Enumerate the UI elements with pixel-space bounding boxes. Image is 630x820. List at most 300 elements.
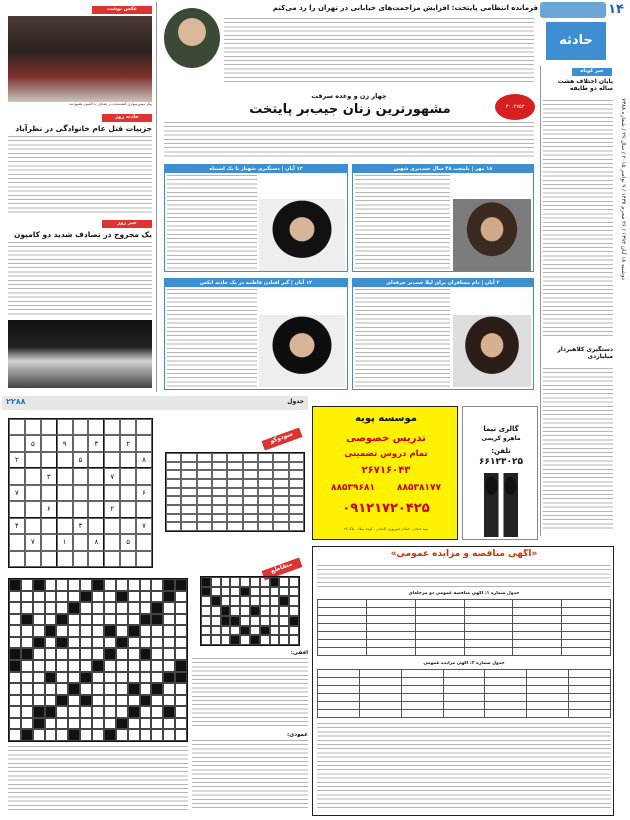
sudoku-cell[interactable] bbox=[57, 452, 73, 468]
sudoku-cell[interactable]: ۱ bbox=[57, 534, 73, 550]
crossword-cell[interactable] bbox=[9, 602, 21, 614]
crossword-cell[interactable] bbox=[128, 695, 140, 707]
sudoku-cell[interactable] bbox=[120, 452, 136, 468]
crossword-cell[interactable] bbox=[230, 616, 240, 626]
crossword-cell[interactable] bbox=[250, 587, 260, 597]
sudoku-cell[interactable]: ۲ bbox=[9, 452, 25, 468]
crossword-cell[interactable] bbox=[104, 591, 116, 603]
crossword-cell[interactable] bbox=[140, 602, 152, 614]
crossword-cell[interactable] bbox=[151, 591, 163, 603]
crossword-cell[interactable] bbox=[270, 635, 280, 645]
crossword-cell[interactable] bbox=[221, 577, 231, 587]
crossword-cell[interactable] bbox=[279, 587, 289, 597]
crossword-cell[interactable] bbox=[33, 729, 45, 741]
crossword-cell[interactable] bbox=[56, 579, 68, 591]
sudoku-grid[interactable] bbox=[8, 418, 153, 568]
crossword-cell[interactable] bbox=[279, 635, 289, 645]
crossword-cell[interactable] bbox=[45, 706, 57, 718]
crossword-cell[interactable] bbox=[151, 683, 163, 695]
crossword-cell[interactable] bbox=[175, 614, 187, 626]
crossword-cell[interactable] bbox=[221, 587, 231, 597]
crossword-cell[interactable] bbox=[260, 587, 270, 597]
crossword-cell[interactable] bbox=[104, 672, 116, 684]
crossword-cell[interactable] bbox=[21, 695, 33, 707]
crossword-cell[interactable] bbox=[45, 660, 57, 672]
crossword-cell[interactable] bbox=[9, 683, 21, 695]
crossword-cell[interactable] bbox=[33, 706, 45, 718]
crossword-cell[interactable] bbox=[163, 602, 175, 614]
sudoku-cell[interactable]: ۶ bbox=[136, 485, 152, 501]
crossword-cell[interactable] bbox=[128, 614, 140, 626]
crossword-cell[interactable] bbox=[175, 602, 187, 614]
crossword-cell[interactable] bbox=[128, 591, 140, 603]
sudoku-cell[interactable]: ۲ bbox=[120, 435, 136, 451]
sudoku-cell[interactable] bbox=[88, 419, 104, 435]
crossword-cell[interactable] bbox=[250, 596, 260, 606]
crossword-cell[interactable] bbox=[80, 648, 92, 660]
sudoku-cell[interactable] bbox=[25, 452, 41, 468]
sudoku-cell[interactable] bbox=[73, 551, 89, 567]
crossword-cell[interactable] bbox=[9, 614, 21, 626]
sudoku-cell[interactable]: ۵ bbox=[120, 534, 136, 550]
crossword-cell[interactable] bbox=[163, 579, 175, 591]
crossword-cell[interactable] bbox=[9, 729, 21, 741]
crossword-cell[interactable] bbox=[289, 596, 299, 606]
crossword-cell[interactable] bbox=[104, 637, 116, 649]
crossword-cell[interactable] bbox=[151, 602, 163, 614]
sudoku-cell[interactable]: ۸ bbox=[88, 534, 104, 550]
crossword-cell[interactable] bbox=[21, 602, 33, 614]
crossword-cell[interactable] bbox=[80, 672, 92, 684]
crossword-cell[interactable] bbox=[279, 626, 289, 636]
crossword-cell[interactable] bbox=[175, 672, 187, 684]
crossword-cell[interactable] bbox=[116, 602, 128, 614]
tutor-ad[interactable] bbox=[312, 406, 458, 540]
crossword-cell[interactable] bbox=[140, 729, 152, 741]
crossword-cell[interactable] bbox=[151, 625, 163, 637]
crossword-cell[interactable] bbox=[211, 577, 221, 587]
arrest-title[interactable]: دستگیری کلاهبردار میلیاردی bbox=[557, 346, 613, 360]
crossword-cell[interactable] bbox=[21, 718, 33, 730]
crossword-cell[interactable] bbox=[92, 683, 104, 695]
crossword-cell[interactable] bbox=[201, 626, 211, 636]
crossword-cell[interactable] bbox=[45, 729, 57, 741]
crossword-cell[interactable] bbox=[230, 587, 240, 597]
crossword-cell[interactable] bbox=[45, 602, 57, 614]
sudoku-cell[interactable] bbox=[88, 485, 104, 501]
crossword-cell[interactable] bbox=[140, 695, 152, 707]
crossword-cell[interactable] bbox=[56, 625, 68, 637]
crossword-cell[interactable] bbox=[80, 683, 92, 695]
crossword-cell[interactable] bbox=[21, 637, 33, 649]
crossword-cell[interactable] bbox=[104, 729, 116, 741]
crossword-cell[interactable] bbox=[279, 596, 289, 606]
crossword-cell[interactable] bbox=[230, 596, 240, 606]
crossword-cell[interactable] bbox=[92, 648, 104, 660]
sudoku-cell[interactable] bbox=[25, 501, 41, 517]
crossword-cell[interactable] bbox=[140, 614, 152, 626]
crossword-cell[interactable] bbox=[9, 718, 21, 730]
crossword-cell[interactable] bbox=[68, 648, 80, 660]
sudoku-small[interactable] bbox=[165, 452, 305, 532]
crossword-cell[interactable] bbox=[68, 695, 80, 707]
crossword-cell[interactable] bbox=[163, 591, 175, 603]
crossword-cell[interactable] bbox=[9, 625, 21, 637]
crossword-cell[interactable] bbox=[240, 635, 250, 645]
sudoku-cell[interactable] bbox=[41, 534, 57, 550]
crossword-cell[interactable] bbox=[92, 706, 104, 718]
crossword-cell[interactable] bbox=[140, 637, 152, 649]
top-story-title[interactable]: فرمانده انتظامی پایتخت: افزایش مزاحمت‌های خیابانی در تهران را رد می‌کنم bbox=[272, 4, 538, 12]
crossword-cell[interactable] bbox=[211, 616, 221, 626]
crossword-cell[interactable] bbox=[211, 626, 221, 636]
crossword-cell[interactable] bbox=[151, 660, 163, 672]
crossword-cell[interactable] bbox=[104, 706, 116, 718]
crossword-cell[interactable] bbox=[289, 577, 299, 587]
crossword-cell[interactable] bbox=[163, 648, 175, 660]
crossword-cell[interactable] bbox=[45, 637, 57, 649]
crossword-cell[interactable] bbox=[92, 579, 104, 591]
crossword-cell[interactable] bbox=[104, 660, 116, 672]
crossword-cell[interactable] bbox=[21, 579, 33, 591]
crossword-cell[interactable] bbox=[270, 577, 280, 587]
sudoku-cell[interactable]: ۵ bbox=[73, 452, 89, 468]
crossword-cell[interactable] bbox=[21, 672, 33, 684]
crossword-cell[interactable] bbox=[140, 683, 152, 695]
crossword-cell[interactable] bbox=[175, 648, 187, 660]
sudoku-cell[interactable] bbox=[41, 485, 57, 501]
crossword-cell[interactable] bbox=[92, 729, 104, 741]
crossword-cell[interactable] bbox=[175, 718, 187, 730]
sudoku-cell[interactable] bbox=[73, 419, 89, 435]
crossword-cell[interactable] bbox=[140, 706, 152, 718]
crossword-cell[interactable] bbox=[68, 637, 80, 649]
crossword-cell[interactable] bbox=[175, 625, 187, 637]
crossword-cell[interactable] bbox=[9, 637, 21, 649]
crossword-cell[interactable] bbox=[116, 729, 128, 741]
crossword-cell[interactable] bbox=[9, 672, 21, 684]
crossword-cell[interactable] bbox=[116, 695, 128, 707]
crossword-cell[interactable] bbox=[240, 587, 250, 597]
crossword-cell[interactable] bbox=[45, 579, 57, 591]
crossword-cell[interactable] bbox=[163, 614, 175, 626]
crossword-cell[interactable] bbox=[163, 625, 175, 637]
crossword-cell[interactable] bbox=[230, 577, 240, 587]
crossword-cell[interactable] bbox=[33, 579, 45, 591]
crossword-cell[interactable] bbox=[201, 635, 211, 645]
crossword-cell[interactable] bbox=[33, 591, 45, 603]
sudoku-cell[interactable] bbox=[104, 551, 120, 567]
crossword-cell[interactable] bbox=[68, 683, 80, 695]
crossword-cell[interactable] bbox=[140, 579, 152, 591]
crossword-cell[interactable] bbox=[260, 577, 270, 587]
sudoku-cell[interactable] bbox=[120, 518, 136, 534]
sudoku-cell[interactable] bbox=[88, 452, 104, 468]
crossword-cell[interactable] bbox=[21, 614, 33, 626]
crossword-cell[interactable] bbox=[289, 616, 299, 626]
crossword-cell[interactable] bbox=[175, 579, 187, 591]
crossword-cell[interactable] bbox=[45, 672, 57, 684]
crossword-cell[interactable] bbox=[104, 648, 116, 660]
crossword-cell[interactable] bbox=[56, 591, 68, 603]
crossword-cell[interactable] bbox=[116, 706, 128, 718]
sudoku-cell[interactable] bbox=[104, 419, 120, 435]
crossword-cell[interactable] bbox=[128, 706, 140, 718]
sudoku-cell[interactable] bbox=[73, 468, 89, 484]
crossword-cell[interactable] bbox=[116, 672, 128, 684]
crossword-cell[interactable] bbox=[201, 596, 211, 606]
sudoku-cell[interactable]: ۲ bbox=[104, 501, 120, 517]
tender-title[interactable]: «آگهی مناقصه و مزایده عمومی» bbox=[390, 549, 538, 559]
crossword-cell[interactable] bbox=[201, 577, 211, 587]
crossword-cell[interactable] bbox=[21, 648, 33, 660]
crossword-cell[interactable] bbox=[175, 695, 187, 707]
sudoku-cell[interactable] bbox=[41, 452, 57, 468]
crossword-cell[interactable] bbox=[92, 718, 104, 730]
sudoku-cell[interactable]: ۸ bbox=[136, 452, 152, 468]
crossword-cell[interactable] bbox=[116, 579, 128, 591]
sudoku-cell[interactable] bbox=[104, 485, 120, 501]
crossword-cell[interactable] bbox=[140, 718, 152, 730]
crossword-cell[interactable] bbox=[175, 660, 187, 672]
crossword-cell[interactable] bbox=[92, 625, 104, 637]
crossword-cell[interactable] bbox=[9, 695, 21, 707]
crossword-cell[interactable] bbox=[92, 591, 104, 603]
crossword-cell[interactable] bbox=[279, 577, 289, 587]
crossword-cell[interactable] bbox=[260, 616, 270, 626]
crossword-cell[interactable] bbox=[211, 587, 221, 597]
crossword-cell[interactable] bbox=[92, 602, 104, 614]
crossword-cell[interactable] bbox=[240, 606, 250, 616]
sudoku-cell[interactable] bbox=[25, 468, 41, 484]
crossword-cell[interactable] bbox=[270, 587, 280, 597]
crossword-cell[interactable] bbox=[151, 706, 163, 718]
crossword-cell[interactable] bbox=[80, 729, 92, 741]
crossword-cell[interactable] bbox=[80, 614, 92, 626]
crossword-cell[interactable] bbox=[68, 591, 80, 603]
sudoku-cell[interactable]: ۵ bbox=[25, 435, 41, 451]
sudoku-cell[interactable] bbox=[57, 518, 73, 534]
sudoku-cell[interactable] bbox=[104, 452, 120, 468]
short-title[interactable]: پایان اختلاف هشت ساله دو طایفه bbox=[557, 78, 613, 92]
crossword-cell[interactable] bbox=[289, 626, 299, 636]
sudoku-cell[interactable] bbox=[136, 435, 152, 451]
crossword-cell[interactable] bbox=[104, 614, 116, 626]
sudoku-cell[interactable]: ۴ bbox=[88, 435, 104, 451]
crossword-cell[interactable] bbox=[92, 660, 104, 672]
crossword-cell[interactable] bbox=[163, 660, 175, 672]
crossword-cell[interactable] bbox=[33, 625, 45, 637]
crossword-cell[interactable] bbox=[221, 606, 231, 616]
sudoku-cell[interactable] bbox=[9, 419, 25, 435]
crossword-cell[interactable] bbox=[68, 579, 80, 591]
crossword-cell[interactable] bbox=[33, 718, 45, 730]
crossword-cell[interactable] bbox=[230, 626, 240, 636]
crossword-cell[interactable] bbox=[21, 729, 33, 741]
crossword-cell[interactable] bbox=[56, 683, 68, 695]
sudoku-cell[interactable] bbox=[41, 435, 57, 451]
crossword-cell[interactable] bbox=[56, 718, 68, 730]
crossword-cell[interactable] bbox=[9, 706, 21, 718]
crossword-cell[interactable] bbox=[68, 729, 80, 741]
crossword-cell[interactable] bbox=[163, 672, 175, 684]
crossword-cell[interactable] bbox=[175, 729, 187, 741]
crossword-cell[interactable] bbox=[175, 683, 187, 695]
crossword-cell[interactable] bbox=[80, 660, 92, 672]
crossword-cell[interactable] bbox=[163, 729, 175, 741]
gallery-ad[interactable] bbox=[462, 406, 538, 540]
crossword-cell[interactable] bbox=[116, 683, 128, 695]
crossword-cell[interactable] bbox=[260, 635, 270, 645]
crossword-cell[interactable] bbox=[45, 683, 57, 695]
crossword-cell[interactable] bbox=[270, 596, 280, 606]
crossword-cell[interactable] bbox=[92, 637, 104, 649]
crossword-cell[interactable] bbox=[289, 587, 299, 597]
crossword-cell[interactable] bbox=[140, 672, 152, 684]
sudoku-cell[interactable] bbox=[9, 534, 25, 550]
sudoku-cell[interactable] bbox=[120, 551, 136, 567]
crossword-cell[interactable] bbox=[56, 602, 68, 614]
crossword-cell[interactable] bbox=[104, 579, 116, 591]
crossword-cell[interactable] bbox=[240, 596, 250, 606]
crossword-cell[interactable] bbox=[201, 606, 211, 616]
crossword-cell[interactable] bbox=[279, 606, 289, 616]
crossword-cell[interactable] bbox=[104, 602, 116, 614]
crossword-cell[interactable] bbox=[56, 648, 68, 660]
sudoku-cell[interactable] bbox=[57, 485, 73, 501]
crossword-cell[interactable] bbox=[211, 606, 221, 616]
crossword-cell[interactable] bbox=[128, 660, 140, 672]
crossword-cell[interactable] bbox=[128, 602, 140, 614]
sudoku-cell[interactable] bbox=[136, 468, 152, 484]
crossword-cell[interactable] bbox=[289, 606, 299, 616]
crossword-cell[interactable] bbox=[175, 637, 187, 649]
sudoku-cell[interactable] bbox=[120, 501, 136, 517]
crossword-cell[interactable] bbox=[128, 625, 140, 637]
crossword-cell[interactable] bbox=[279, 616, 289, 626]
sudoku-cell[interactable] bbox=[25, 518, 41, 534]
sudoku-cell[interactable]: ۷ bbox=[104, 468, 120, 484]
sudoku-cell[interactable] bbox=[136, 551, 152, 567]
crossword-cell[interactable] bbox=[260, 626, 270, 636]
crossword-cell[interactable] bbox=[163, 706, 175, 718]
sudoku-cell[interactable] bbox=[9, 551, 25, 567]
crossword-cell[interactable] bbox=[9, 579, 21, 591]
sudoku-cell[interactable] bbox=[136, 419, 152, 435]
crossword-cell[interactable] bbox=[230, 606, 240, 616]
crossword-cell[interactable] bbox=[128, 729, 140, 741]
crossword-cell[interactable] bbox=[211, 635, 221, 645]
sudoku-cell[interactable]: ۶ bbox=[41, 501, 57, 517]
sudoku-cell[interactable]: ۴ bbox=[9, 518, 25, 534]
sudoku-cell[interactable] bbox=[9, 501, 25, 517]
crossword-cell[interactable] bbox=[116, 591, 128, 603]
crossword-cell[interactable] bbox=[104, 625, 116, 637]
crossword-cell[interactable] bbox=[140, 591, 152, 603]
crossword-cell[interactable] bbox=[45, 591, 57, 603]
sudoku-cell[interactable] bbox=[136, 501, 152, 517]
crossword-cell[interactable] bbox=[260, 606, 270, 616]
sudoku-cell[interactable] bbox=[88, 551, 104, 567]
sudoku-cell[interactable] bbox=[9, 435, 25, 451]
crossword-cell[interactable] bbox=[128, 637, 140, 649]
crossword-cell[interactable] bbox=[80, 637, 92, 649]
headline[interactable]: مشهورترین زنان جیب‌بر پایتخت bbox=[249, 102, 451, 117]
crossword-cell[interactable] bbox=[163, 637, 175, 649]
sudoku-cell[interactable]: ۹ bbox=[57, 435, 73, 451]
crossword-cell[interactable] bbox=[104, 683, 116, 695]
crossword-cell[interactable] bbox=[128, 648, 140, 660]
crossword-cell[interactable] bbox=[221, 596, 231, 606]
sudoku-cell[interactable] bbox=[9, 468, 25, 484]
crossword-cell[interactable] bbox=[9, 591, 21, 603]
crossword-cell[interactable] bbox=[92, 695, 104, 707]
crossword-cell[interactable] bbox=[33, 683, 45, 695]
sudoku-cell[interactable]: ۳ bbox=[41, 468, 57, 484]
sudoku-cell[interactable] bbox=[120, 468, 136, 484]
crossword-cell[interactable] bbox=[45, 718, 57, 730]
crossword-cell[interactable] bbox=[33, 602, 45, 614]
sudoku-cell[interactable] bbox=[88, 468, 104, 484]
sudoku-cell[interactable] bbox=[41, 551, 57, 567]
crossword-cell[interactable] bbox=[68, 625, 80, 637]
crossword-cell[interactable] bbox=[270, 606, 280, 616]
crossword-cell[interactable] bbox=[56, 706, 68, 718]
crossword-cell[interactable] bbox=[21, 591, 33, 603]
crossword-cell[interactable] bbox=[175, 706, 187, 718]
crossword-cell[interactable] bbox=[163, 695, 175, 707]
sudoku-cell[interactable] bbox=[120, 419, 136, 435]
crossword-cell[interactable] bbox=[260, 596, 270, 606]
crossword-cell[interactable] bbox=[68, 602, 80, 614]
crossword-cell[interactable] bbox=[45, 695, 57, 707]
crossword-cell[interactable] bbox=[45, 614, 57, 626]
crossword-cell[interactable] bbox=[163, 683, 175, 695]
crossword-cell[interactable] bbox=[21, 706, 33, 718]
crossword-cell[interactable] bbox=[104, 695, 116, 707]
crossword-cell[interactable] bbox=[33, 660, 45, 672]
crossword-cell[interactable] bbox=[151, 718, 163, 730]
crossword-cell[interactable] bbox=[140, 625, 152, 637]
crossword-cell[interactable] bbox=[9, 660, 21, 672]
sudoku-cell[interactable] bbox=[73, 501, 89, 517]
crossword-cell[interactable] bbox=[250, 577, 260, 587]
crossword-cell[interactable] bbox=[163, 718, 175, 730]
crossword-cell[interactable] bbox=[250, 626, 260, 636]
crossword-cell[interactable] bbox=[56, 695, 68, 707]
sudoku-cell[interactable] bbox=[73, 534, 89, 550]
news2-title[interactable]: جزییات قتل عام خانوادگی در نظرآباد bbox=[15, 124, 152, 133]
sudoku-cell[interactable] bbox=[120, 485, 136, 501]
crossword-cell[interactable] bbox=[80, 591, 92, 603]
sudoku-cell[interactable] bbox=[57, 501, 73, 517]
crossword-cell[interactable] bbox=[240, 616, 250, 626]
news3-title[interactable]: یک مجروح در تصادف شدید دو کامیون bbox=[13, 230, 152, 239]
crossword-cell[interactable] bbox=[128, 672, 140, 684]
sudoku-cell[interactable]: ۷ bbox=[9, 485, 25, 501]
crossword-cell[interactable] bbox=[68, 660, 80, 672]
crossword-cell[interactable] bbox=[116, 648, 128, 660]
crossword-cell[interactable] bbox=[68, 706, 80, 718]
crossword-cell[interactable] bbox=[250, 635, 260, 645]
crossword-cell[interactable] bbox=[56, 729, 68, 741]
crossword-cell[interactable] bbox=[250, 616, 260, 626]
crossword-cell[interactable] bbox=[80, 695, 92, 707]
sudoku-cell[interactable]: ۷ bbox=[25, 534, 41, 550]
crossword-cell[interactable] bbox=[221, 635, 231, 645]
crossword-cell[interactable] bbox=[33, 672, 45, 684]
crossword-cell[interactable] bbox=[116, 718, 128, 730]
